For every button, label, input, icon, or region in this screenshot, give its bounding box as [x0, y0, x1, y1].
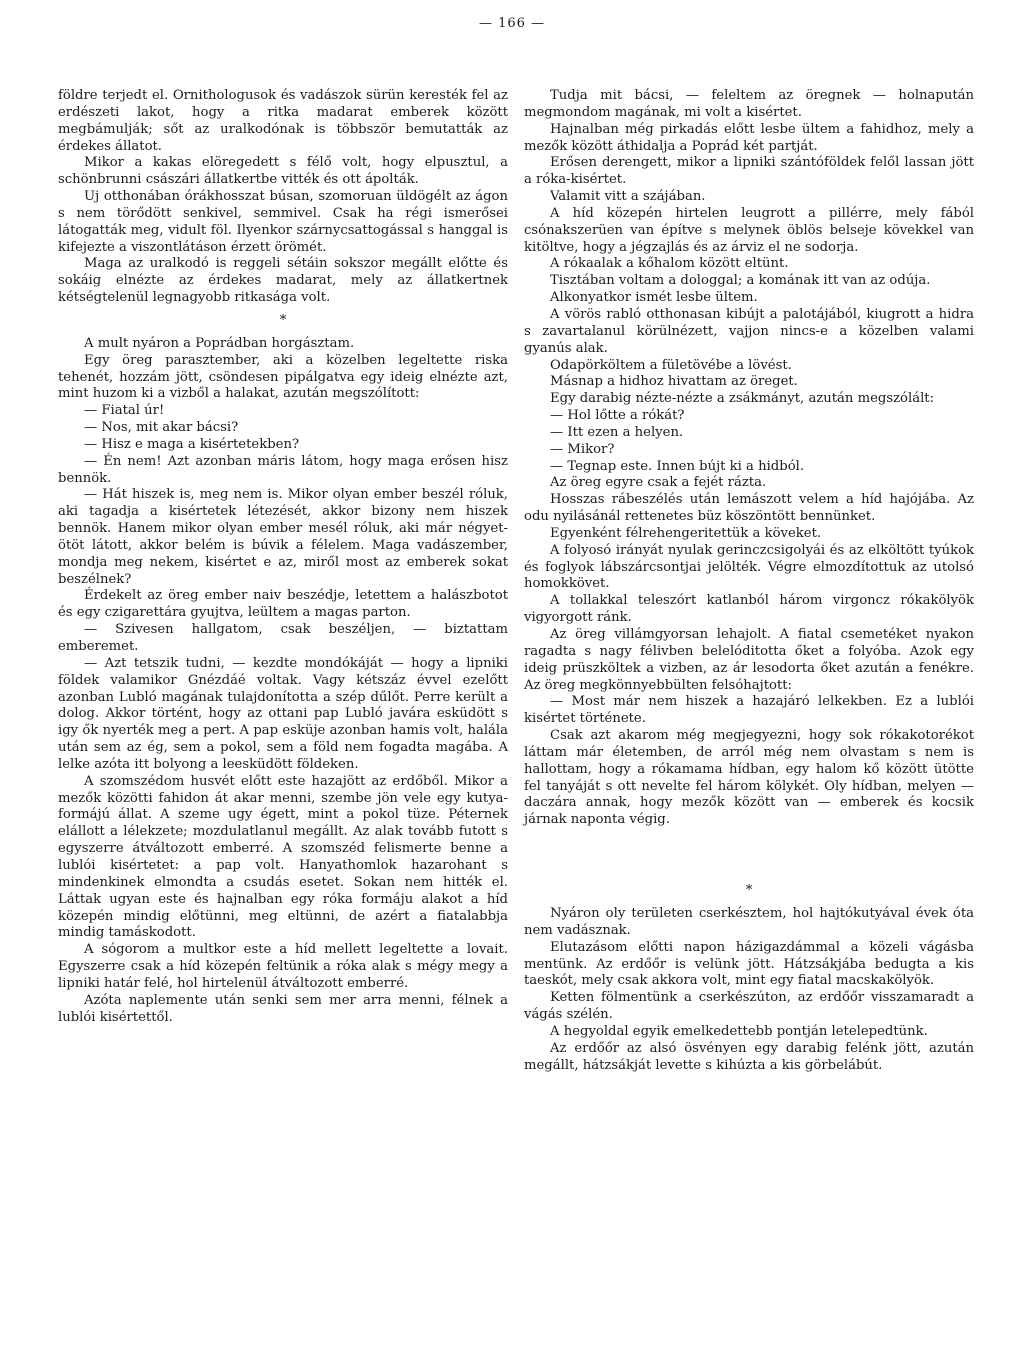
- paragraph: Egy darabig nézte-nézte a zsákmányt, azután megszólált:: [550, 391, 935, 407]
- paragraph: — Most már nem hiszek a hazajáró lelkekben. Ez a lublói kisértet története.: [524, 694, 974, 727]
- paragraph: A hegyoldal egyik emelkedettebb pontján letelepedtünk.: [550, 1023, 928, 1039]
- paragraph: Alkonyatkor ismét lesbe ültem.: [550, 290, 758, 306]
- paragraph: — Azt tetszik tudni, — kezdte mondókáját — hogy a lipniki földek valamikor Gnézdáé voltak. Vagy kétszáz évvel ezelőtt azonban Lubló magának tulajdonította a szép dűlőt. Perre került a dolog. Akkor történt, hogy az ottani pap Lubló javára esküdött s igy ők nyerték meg a pert. A pap esküje azonban hamis volt, halála után sem az ég, sem a pokol, sem a föld nem fogadta magába. A lelke azóta itt bolyong a leesküdött földeken.: [58, 655, 508, 772]
- paragraph: Az öreg egyre csak a fejét rázta.: [550, 475, 767, 491]
- page-number: — 166 —: [478, 16, 546, 31]
- paragraph: — Mikor?: [550, 441, 615, 457]
- paragraph: A híd közepén hirtelen leugrott a pillérre, mely fából csónakszerüen van építve s melynek öblös belseje kövekkel van kitöltve, hogy a jégzajlás és az árviz el ne sodorja.: [524, 205, 974, 255]
- paragraph: Hosszas rábeszélés után lemászott velem a híd hajójába. Az odu nyilásánál rettenetes büz köszöntött bennünket.: [524, 492, 974, 525]
- paragraph: A vörös rabló otthonasan kibújt a palotájából, kiugrott a hidra s zavartalanul körülnézett, vajjon nincs-e a közelben valami gyanús alak.: [524, 306, 974, 356]
- paragraph: Csak azt akarom még megjegyezni, hogy sok rókakotorékot láttam már életemben, de arról még nem olvastam s nem is hallottam, hogy a rókamama hídban, egy halom kő között ütötte fel tanyáját s ott nevelte fel három kölykét. Oly hídban, melyen — daczára annak, hogy mezők között van — emberek és kocsik járnak naponta végig.: [524, 728, 974, 828]
- paragraph: Elutazásom előtti napon házigazdámmal a közeli vágásba mentünk. Az erdőőr is velünk jött. Hátzsákjába bedugta a kis taeskót, mely csak akkora volt, mint egy fiatal macskakölyök.: [524, 939, 974, 989]
- paragraph: Hajnalban még pirkadás előtt lesbe ültem a fahidhoz, mely a mezők között áthidalja a Poprád két partját.: [524, 121, 974, 154]
- paragraph: Nyáron oly területen cserkésztem, hol hajtókutyával évek óta nem vadásznak.: [524, 905, 974, 938]
- paragraph: Ketten fölmentünk a cserkészúton, az erdőőr visszamaradt a vágás szélén.: [524, 990, 974, 1023]
- right-column: [524, 88, 974, 1074]
- paragraph: Az erdőőr az alsó ösvényen egy darabig felénk jött, azután megállt, hátzsákját levette s kihúzta a kis görbelábút.: [524, 1040, 974, 1073]
- paragraph: Maga az uralkodó is reggeli sétáin sokszor megállt előtte és sokáig elnézte az érdekes madarat, mely az állatkertnek kétségtelenül legnagyobb ritkasága volt.: [58, 256, 508, 306]
- section-separator: *: [745, 883, 753, 899]
- paragraph: A folyosó irányát nyulak gerinczcsigolyái és az elköltött tyúkok és foglyok lábszárcsontjai jelölték. Végre elmozdítottuk az utolsó homokkövet.: [524, 542, 974, 592]
- paragraph: A rókaalak a kőhalom között eltünt.: [550, 256, 789, 272]
- paragraph: A sógorom a multkor este a híd mellett legeltette a lovait. Egyszerre csak a híd közepén feltünik a róka alak s mégy megy a lipniki határ felé, hol hirtelenül átváltozott emberré.: [58, 942, 508, 991]
- paragraph: — Hát hiszek is, meg nem is. Mikor olyan ember beszél róluk, aki tagadja a kisértetek létezését, akkor bizony nem hiszek bennök. Hanem mikor olyan ember mesél róluk, aki már négyet-ötöt látott, akkor belém is búvik a félelem. Maga vadászember, mondja meg nekem, kisértet e az, miről most az emberek sokat beszélnek?: [58, 487, 508, 587]
- paragraph: — Szivesen hallgatom, csak beszéljen, — biztattam emberemet.: [58, 622, 508, 654]
- paragraph: — Hol lőtte a rókát?: [550, 408, 685, 424]
- paragraph: Tisztában voltam a dologgal; a komának itt van az odúja.: [550, 273, 931, 289]
- section-separator: *: [279, 312, 287, 328]
- paragraph: Tudja mit bácsi, — feleltem az öregnek — holnapután megmondom magának, mi volt a kisértet.: [524, 88, 974, 120]
- paragraph: Erősen derengett, mikor a lipniki szántóföldek felől lassan jött a róka-kisértet.: [524, 155, 974, 188]
- paragraph: — Tegnap este. Innen bújt ki a hidból.: [550, 458, 805, 474]
- paragraph: Mikor a kakas elöregedett s félő volt, hogy elpusztul, a schönbrunni császári állatkertbe vitték és ott ápolták.: [58, 155, 508, 188]
- left-column: [58, 88, 508, 1026]
- paragraph: — Nos, mit akar bácsi?: [84, 420, 239, 436]
- paragraph: Azóta naplemente után senki sem mer arra menni, félnek a lublói kisértettől.: [58, 992, 508, 1025]
- paragraph: — Hisz e maga a kisértetekben?: [84, 436, 300, 452]
- paragraph: A szomszédom husvét előtt este hazajött az erdőből. Mikor a mezők közötti fahidon át akar menni, szembe jön vele egy kutya-formájú állat. A szeme ugy égett, mint a pokol tüze. Péternek elállott a lélekzete; mozdulatlanul megállt. Az alak tovább futott s egyszerre átváltozott emberré. A szomszéd felismerte benne a lublói kisértetet: a pap volt. Hanyathomlok hazarohant s mindenkinek elmondta a csudás esetet. Sokan nem hitték el. Láttak ugyan este és hajnalban egy róka formáju alakot a híd közepén mindig előtünni, meg eltünni, de azért a fiatalabbja mindig tamáskodott.: [58, 773, 508, 941]
- paragraph: — Fiatal úr!: [84, 403, 165, 419]
- paragraph: — Én nem! Azt azonban máris látom, hogy maga erősen hisz bennök.: [58, 453, 508, 486]
- paragraph: — Itt ezen a helyen.: [550, 424, 684, 440]
- paragraph: Uj otthonában órákhosszat búsan, szomoruan üldögélt az ágon s nem törődött senkivel, semmivel. Csak ha régi ismerősei látogatták meg, vidult föl. Ilyenkor szárnycsattogással s hanggal is kifejezte a viszontlátáson érzett örömét.: [58, 189, 508, 255]
- paragraph: Érdekelt az öreg ember naiv beszédje, letettem a halászbotot és egy czigarettára gyujtva, leültem a magas parton.: [58, 588, 508, 621]
- paragraph: Odapörköltem a fületövébe a lövést.: [550, 357, 792, 373]
- paragraph: A mult nyáron a Poprádban horgásztam.: [84, 335, 355, 351]
- paragraph: Valamit vitt a szájában.: [550, 189, 706, 205]
- paragraph: földre terjedt el. Ornithologusok és vadászok sürün keresték fel az erdészeti lakot, hogy a ritka madarat emberek között megbámulják; sőt az uralkodónak is többször bemutatták az érdekes állatot.: [58, 88, 508, 154]
- paragraph: Másnap a hidhoz hivattam az öreget.: [550, 374, 798, 390]
- paragraph: Egyenként félrehengeritettük a köveket.: [550, 525, 822, 541]
- paragraph: A tollakkal teleszórt katlanból három virgoncz rókakölyök vigyorgott ránk.: [524, 593, 974, 626]
- paragraph: Az öreg villámgyorsan lehajolt. A fiatal csemetéket nyakon ragadta s nagy félivben belelóditotta őket a folyóba. Azok egy ideig prüszköltek a vizben, az ár lesodorta őket azután a fenékre. Az öreg megkönnyebbülten felsóhajtott:: [524, 627, 974, 693]
- paragraph: Egy öreg parasztember, aki a közelben legeltette riska tehenét, hozzám jött, csöndesen pipálgatva egy ideig elnézte azt, mint huzom ki a vizből a halakat, azután megszólított:: [58, 352, 508, 402]
